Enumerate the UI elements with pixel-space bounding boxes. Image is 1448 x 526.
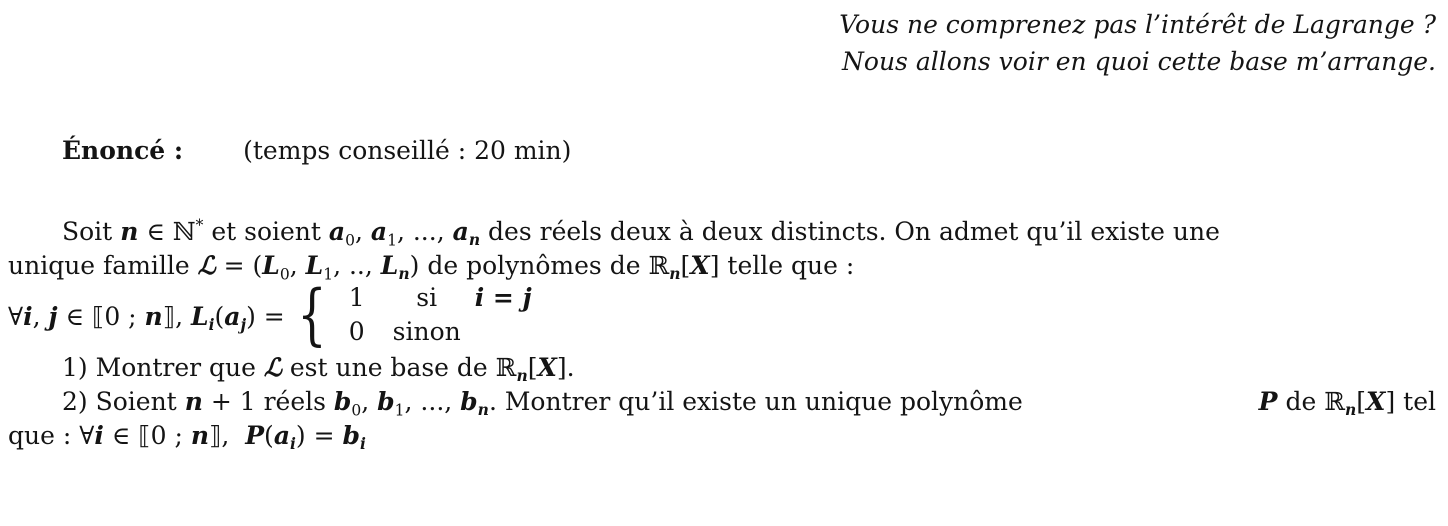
text-de: de xyxy=(1285,387,1317,416)
case-condition: i = j xyxy=(474,283,532,312)
case-si: si xyxy=(416,283,438,312)
kronecker-cases xyxy=(285,276,575,353)
text-reels: réels xyxy=(263,387,326,416)
math-Rn-X: ℝ$_n$[X] xyxy=(648,251,720,284)
math-Rn-X-3: ℝ$_n$[X] xyxy=(1324,387,1396,420)
math-n-plus-1: n xyxy=(184,387,203,416)
text-que: que : xyxy=(8,421,72,450)
math-forall-ij: ∀i, j ∈ ⟦0 ; n⟧, $L_i(a_j)$ = xyxy=(8,302,285,335)
text-montrer-que: 1) Montrer que xyxy=(62,353,256,382)
heading-time-note: (temps conseillé : 20 min) xyxy=(243,136,572,165)
question-1 xyxy=(8,351,1436,385)
statement-line-2 xyxy=(8,249,1436,283)
case-value-0: 0 xyxy=(348,317,365,346)
text-distincts: des réels deux à deux distincts. On admet qu’il existe une xyxy=(488,217,1220,246)
math-P: P xyxy=(1258,387,1278,416)
text-unique-polynome: . Montrer qu’il existe un unique polynôme xyxy=(488,387,1023,416)
statement-line-1: Soit n ∈ ℕ* et soient $a_0$, $a_1$, ..., $a_n$ des réels deux à deux distincts. On admet qu’il existe une xyxy=(62,216,1220,250)
text-soit: Soit xyxy=(62,217,113,246)
left-brace: { xyxy=(297,276,327,353)
math-family-L: ℒ = ($L_0$, $L_1$, .., $L_n$) xyxy=(197,251,420,284)
text-soient: 2) Soient xyxy=(62,387,177,416)
math-n-in-nstar: n xyxy=(120,217,139,246)
text-de-polynomes: de polynômes de xyxy=(427,251,641,280)
text-unique-famille: unique famille xyxy=(8,251,190,280)
case-value-1: 1 xyxy=(348,283,365,312)
math-Rn-X-2: ℝ$_n$[X]. xyxy=(495,353,575,386)
question-2: 2) Soient n + 1 réels $b_0$, $b_1$, ..., $b_n$. Montrer qu’il existe un unique polynôme P de ℝ$_n$[X] tel xyxy=(62,387,1436,420)
case-row-2 xyxy=(335,315,575,349)
heading-title: Énoncé : xyxy=(62,136,184,165)
case-row-1 xyxy=(335,281,575,315)
text-tel: tel xyxy=(1403,387,1436,416)
text-et-soient: et soient xyxy=(211,217,321,246)
epigraph-line-2: Nous allons voir en quoi cette base m’arrange. xyxy=(842,47,1436,76)
text-telle-que: telle que : xyxy=(727,251,855,280)
math-script-L: ℒ xyxy=(263,353,282,382)
question-2-cont xyxy=(8,419,1436,453)
exercise-body xyxy=(8,215,1436,453)
case-sinon: sinon xyxy=(392,317,461,346)
exercise-heading xyxy=(62,133,571,169)
epigraph-line-1: Vous ne comprenez pas l’intérêt de Lagrange ? xyxy=(839,10,1436,39)
math-interpolation-condition: ∀i ∈ ⟦0 ; n⟧, $P(a_i) = b_i$ xyxy=(79,421,366,454)
epigraph xyxy=(839,6,1436,80)
text-base-de: est une base de xyxy=(289,353,488,382)
statement-line-3 xyxy=(8,276,1436,353)
math-b-family: $b_0$, $b_1$, ..., $b_n$ xyxy=(333,387,489,420)
math-a-family: $a_0$, $a_1$, ..., $a_n$ xyxy=(328,217,481,250)
